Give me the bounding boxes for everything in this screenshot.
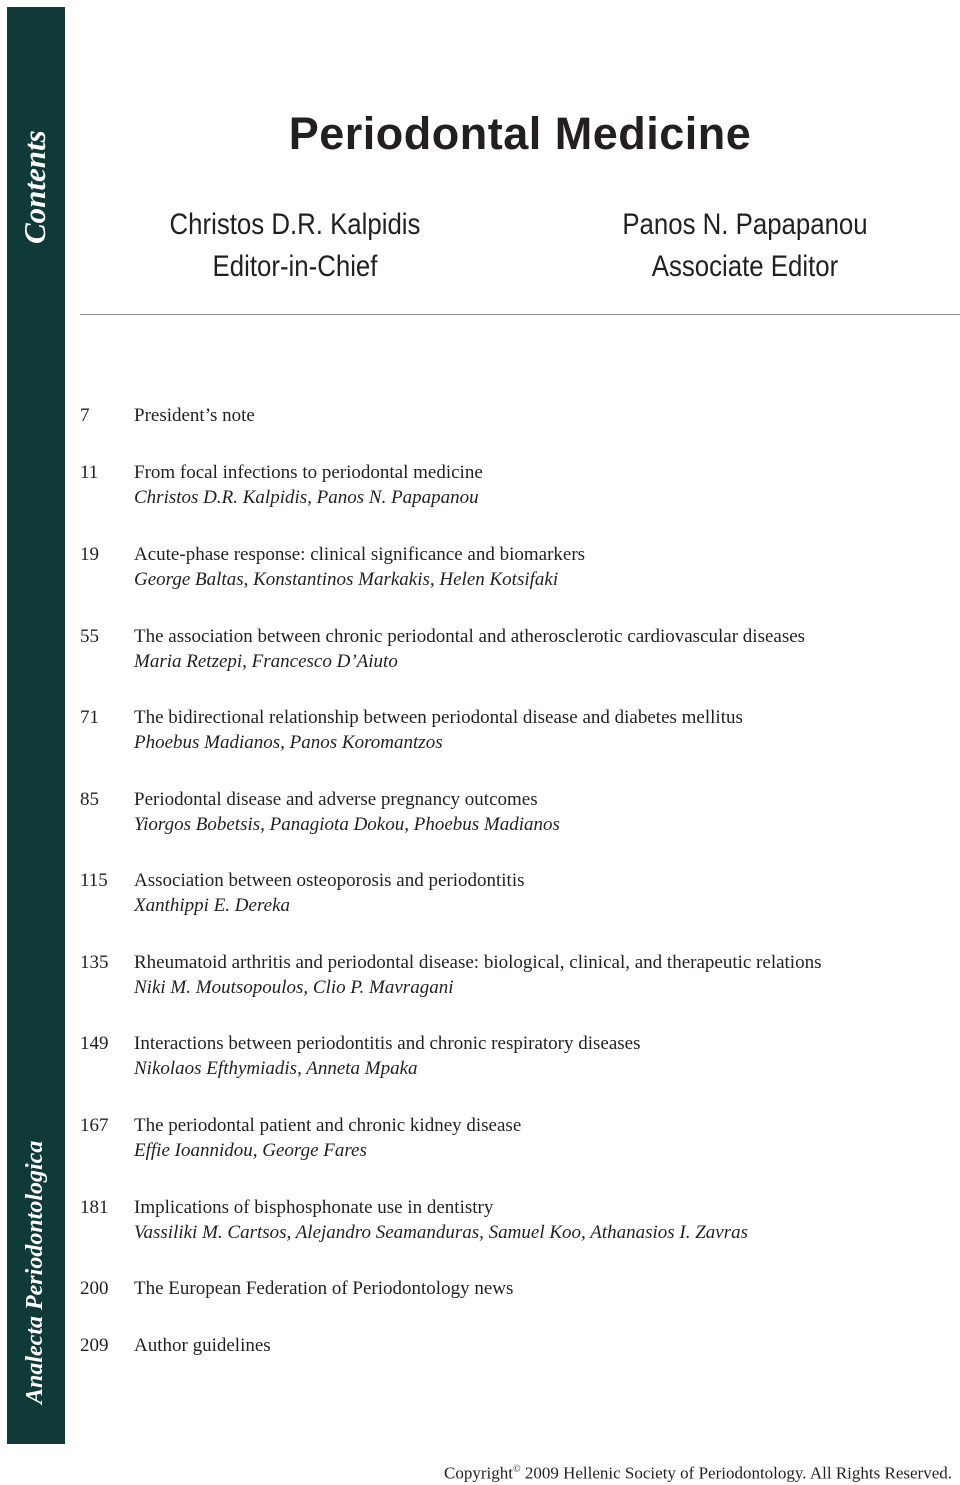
toc-title: Acute-phase response: clinical significance and biomarkers: [134, 544, 586, 565]
toc-page-number: 7: [80, 405, 90, 426]
toc-page-number: 11: [80, 462, 99, 483]
copyright-notice: [444, 1459, 952, 1485]
editor-role: Editor-in-Chief: [212, 250, 378, 283]
toc-page-number: 55: [80, 626, 99, 647]
copyright-word: Copyright: [444, 1463, 513, 1483]
toc-title: Association between osteoporosis and periodontitis: [134, 870, 525, 891]
sidebar-journal-label: Analecta Periodontologica: [22, 1140, 48, 1404]
toc-title: Interactions between periodontitis and chronic respiratory diseases: [134, 1033, 641, 1054]
toc-authors: Niki M. Moutsopoulos, Clio P. Mavragani: [134, 977, 454, 998]
toc-title: From focal infections to periodontal medicine: [134, 462, 483, 483]
toc-title: The periodontal patient and chronic kidney disease: [134, 1115, 522, 1136]
toc-authors: Vassiliki M. Cartsos, Alejandro Seamanduras, Samuel Koo, Athanasios I. Zavras: [134, 1222, 749, 1243]
toc-authors: Yiorgos Bobetsis, Panagiota Dokou, Phoebus Madianos: [134, 814, 560, 835]
header-divider: [80, 314, 960, 315]
sidebar-contents-label: Contents: [17, 130, 52, 244]
copyright-text: 2009 Hellenic Society of Periodontology. All Rights Reserved.: [520, 1463, 952, 1483]
page-title: Periodontal Medicine: [288, 108, 752, 159]
associate-editor: [586, 204, 904, 288]
toc-authors: Effie Ioannidou, George Fares: [134, 1140, 367, 1161]
editor-name: Christos D.R. Kalpidis: [169, 208, 421, 241]
toc-authors: Christos D.R. Kalpidis, Panos N. Papapanou: [134, 487, 479, 508]
toc-title: The European Federation of Periodontology news: [134, 1278, 514, 1299]
toc-page-number: 167: [80, 1115, 109, 1136]
toc-authors: Xanthippi E. Dereka: [134, 895, 291, 916]
toc-title: The bidirectional relationship between periodontal disease and diabetes mellitus: [134, 707, 743, 728]
toc-title: Periodontal disease and adverse pregnancy outcomes: [134, 789, 538, 810]
toc-authors: Phoebus Madianos, Panos Koromantzos: [134, 732, 443, 753]
toc-page-number: 209: [80, 1335, 109, 1356]
toc-authors: George Baltas, Konstantinos Markakis, Helen Kotsifaki: [134, 569, 559, 590]
toc-title: President’s note: [134, 405, 255, 426]
toc-title: Rheumatoid arthritis and periodontal disease: biological, clinical, and therapeutic relations: [134, 952, 822, 973]
editor-role: Associate Editor: [651, 250, 839, 283]
toc-authors: Nikolaos Efthymiadis, Anneta Mpaka: [134, 1058, 418, 1079]
toc-title: Author guidelines: [134, 1335, 271, 1356]
editor-in-chief: [136, 204, 454, 288]
toc-title: Implications of bisphosphonate use in dentistry: [134, 1197, 494, 1218]
toc-title: The association between chronic periodontal and atherosclerotic cardiovascular diseases: [134, 626, 806, 647]
toc-page-number: 149: [80, 1033, 109, 1054]
toc-authors: Maria Retzepi, Francesco D’Aiuto: [134, 651, 398, 672]
toc-page-number: 85: [80, 789, 99, 810]
copyright-symbol: ©: [512, 1464, 521, 1475]
toc-page-number: 115: [80, 870, 108, 891]
toc-page-number: 181: [80, 1197, 109, 1218]
toc-page-number: 19: [80, 544, 99, 565]
editor-name: Panos N. Papapanou: [622, 208, 868, 241]
toc-page-number: 200: [80, 1278, 109, 1299]
toc-page-number: 135: [80, 952, 109, 973]
toc-page-number: 71: [80, 707, 99, 728]
